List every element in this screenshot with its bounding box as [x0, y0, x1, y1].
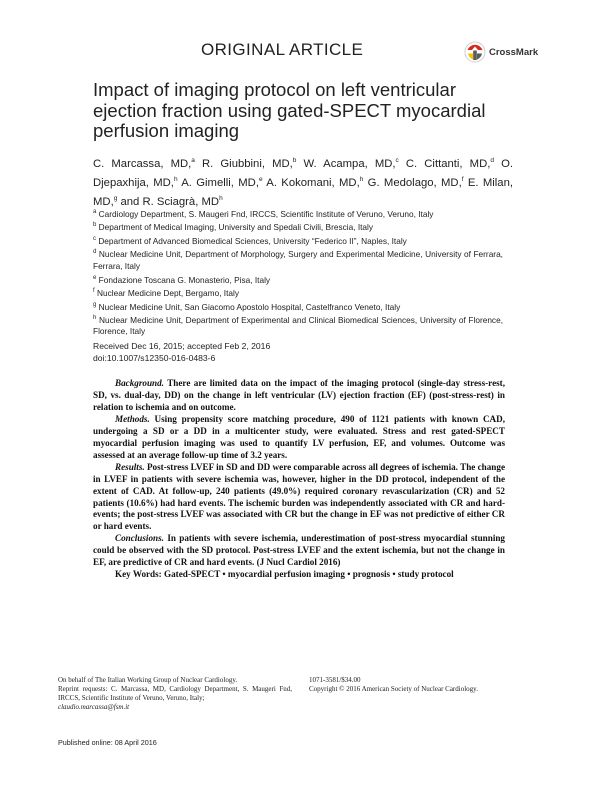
abstract-conclusions: Conclusions. In patients with severe ischemia, underestimation of post-stress myocardial stunning could be observed with the SD protocol. Post-stress LVEF and the extent ischemia, but not the change in EF, are predictive of CR and hard events. (J Nucl Cardiol 2016) — [93, 533, 505, 568]
copyright: Copyright © 2016 American Society of Nuclear Cardiology. — [309, 685, 478, 694]
affiliation: $^a$ Cardiology Department, S. Maugeri Fnd, IRCCS, Scientific Institute of Veruno, Veruno, Italy — [93, 208, 434, 219]
affiliation-list — [93, 207, 503, 338]
keywords: Key Words: Gated-SPECT • myocardial perfusion imaging • prognosis • study protocol — [115, 569, 454, 580]
author: A. Kokomani, MD,$^h$ — [266, 176, 364, 190]
section-label: ORIGINAL ARTICLE — [201, 40, 364, 59]
doi-link[interactable]: doi:10.1007/s12350-016-0483-6 — [93, 353, 216, 363]
crossmark-icon — [464, 41, 486, 63]
affiliation: $^h$ Nuclear Medicine Unit, Department of Experimental and Clinical Biomedical Sciences, University of Florence, Florence, Italy — [93, 314, 503, 337]
author: C. Marcassa, MD,$^a$ — [93, 157, 195, 170]
footer-copyright — [309, 676, 478, 694]
on-behalf-note: On behalf of The Italian Working Group of Nuclear Cardiology. — [58, 676, 238, 684]
abstract-results: Results. Post-stress LVEF in SD and DD were comparable across all degrees of ischemia. The change in LVEF in patients with severe ischemia was, however, higher in the DD protocol, independent of the extent of CAD. At follow-up, 240 patients (49.0%) required coronary revascularization (CR) and 52 patients (10.6%) had hard events. The ischemic burden was independently associated with CR and hard-events; the post-stress LVEF was associated with CR but the change in EF was not predictive of either CR or hard events. — [93, 461, 505, 532]
author: A. Gimelli, MD,$^e$ — [181, 176, 263, 190]
background-heading: Background. — [115, 378, 164, 388]
abstract-methods: Methods. Using propensity score matching procedure, 490 of 1121 patients with known CAD, undergoing a SD or a DD in a multicenter study, were evaluated. Stress and rest gated-SPECT myocardial perfusion imaging was used to quantify LV perfusion, EF, and volumes. Outcome was assessed at an average follow-up time of 3.2 years. — [93, 413, 506, 460]
author: E. Milan, MD,$^g$ — [93, 177, 513, 209]
author: C. Cittanti, MD,$^d$ — [405, 157, 494, 170]
abstract-background: Background. There are limited data on the impact of the imaging protocol (single-day stress-rest, SD, vs. dual-day, DD) on the change in left ventricular (LV) ejection fraction (EF) (post-stress-rest) in relation to ischemia and on outcome. — [93, 378, 505, 412]
article-title: Impact of imaging protocol on left ventricular ejection fraction using gated-SPECT myocardial perfusion imaging — [93, 79, 486, 141]
received-accepted-dates: Received Dec 16, 2015; accepted Feb 2, 2016 — [93, 341, 271, 351]
affiliation: $^d$ Nuclear Medicine Unit, Department of Morphology, Surgery and Experimental Medicine, University of Ferrara, Ferrara, Italy — [93, 249, 503, 271]
crossmark-badge[interactable] — [464, 41, 574, 63]
footer-notes — [58, 676, 292, 712]
author: W. Acampa, MD,$^c$ — [303, 157, 399, 170]
affiliation: $^c$ Department of Advanced Biomedical Sciences, University “Federico II”, Naples, Italy — [93, 235, 407, 246]
abstract — [93, 378, 505, 581]
issn: 1071-3581/$34.00 — [309, 676, 361, 684]
author: G. Medolago, MD,$^f$ — [367, 176, 464, 190]
affiliation: $^g$ Nuclear Medicine Unit, San Giacomo Apostolo Hospital, Castelfranco Veneto, Italy — [93, 301, 401, 312]
author: R. Giubbini, MD,$^b$ — [202, 157, 297, 170]
results-heading: Results. — [115, 461, 145, 472]
author: O. Djepaxhija, MD,$^h$ — [93, 157, 514, 190]
affiliation: $^e$ Fondazione Toscana G. Monasterio, Pisa, Italy — [93, 274, 271, 285]
affiliation: $^b$ Department of Medical Imaging, University and Spedali Civili, Brescia, Italy — [93, 222, 374, 233]
conclusions-heading: Conclusions. — [115, 533, 164, 544]
page-header — [0, 0, 594, 70]
methods-heading: Methods. — [115, 413, 150, 424]
author: and R. Sciagrà, $MD^h$ — [120, 195, 223, 209]
published-date: Published online: 08 April 2016 — [58, 738, 157, 747]
affiliation: $^f$ Nuclear Medicine Dept, Bergamo, Italy — [93, 287, 240, 298]
author-list — [93, 153, 513, 211]
citation: (J Nucl Cardiol 2016) — [256, 557, 341, 568]
article-dates — [93, 340, 270, 364]
reprint-requests: Reprint requests: C. Marcassa, MD, Cardiology Department, S. Maugeri Fnd, IRCCS, Scientific Institute of Veruno, Veruno, Italy; — [58, 685, 292, 703]
crossmark-label: CrossMark — [489, 46, 539, 58]
contact-email[interactable]: claudio.marcassa@fsm.it — [58, 703, 130, 712]
